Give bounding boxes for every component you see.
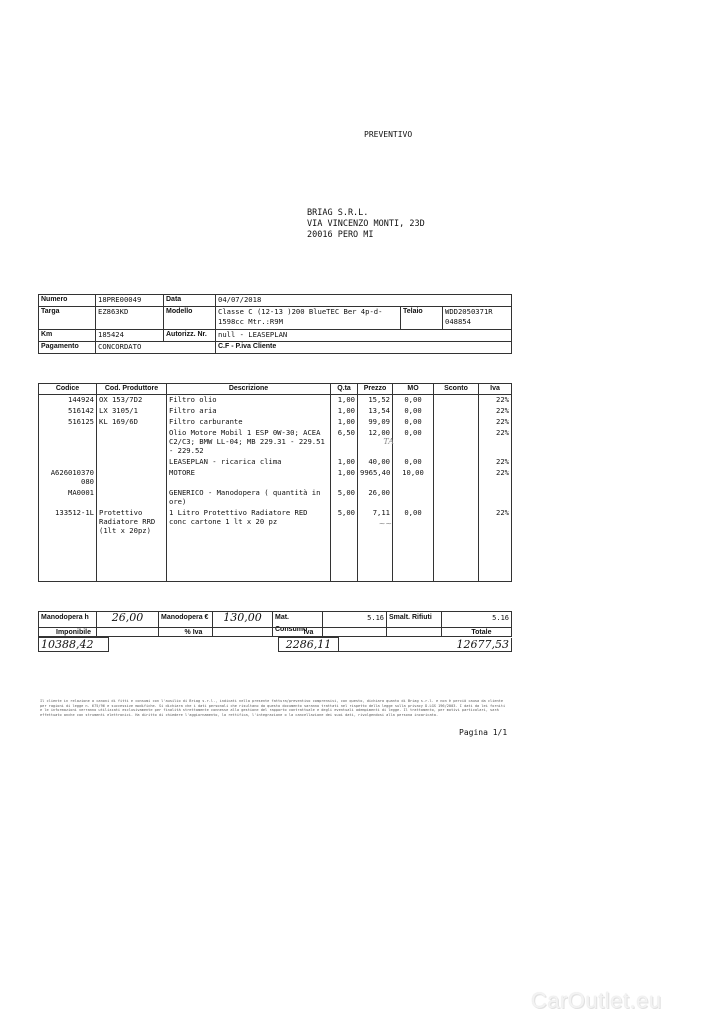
cell-qta: 1,00 <box>331 395 358 407</box>
pagamento-value: CONCORDATO <box>96 342 216 354</box>
cell-codice <box>39 457 97 468</box>
cell-cod-produttore: Protettivo Radiatore RRD (1lt x 20pz) <box>97 508 167 537</box>
cell-codice: 144924 <box>39 395 97 407</box>
cell-mo: 0,00 <box>393 406 434 417</box>
cell-mo: 0,00 <box>393 417 434 428</box>
document-title: PREVENTIVO <box>364 130 413 139</box>
company-address <box>307 208 425 241</box>
col-header-descrizione: Descrizione <box>167 384 331 395</box>
iva-label: Iva <box>279 628 339 638</box>
targa-label: Targa <box>39 307 96 330</box>
table-row <box>39 406 512 417</box>
targa-value: EZ863KD <box>96 307 164 330</box>
cell-qta: 6,50 <box>331 428 358 457</box>
imponibile-label: Imponibile <box>39 628 109 638</box>
cell-qta: 1,00 <box>331 417 358 428</box>
cell-cod-produttore <box>97 457 167 468</box>
mat-consumo-label: Mat. Consumo <box>273 612 323 637</box>
items-header-row <box>39 384 512 395</box>
table-row <box>39 417 512 428</box>
cell-sconto <box>434 428 479 457</box>
col-header-iva: Iva <box>479 384 512 395</box>
telaio-value: WDD2050371R 048854 <box>443 307 512 330</box>
cell-iva: 22% <box>479 428 512 457</box>
cell-sconto <box>434 406 479 417</box>
data-value: 04/07/2018 <box>216 295 512 307</box>
cell-prezzo: 13,54 <box>358 406 393 417</box>
table-row <box>39 457 512 468</box>
autorizz-value: null - LEASEPLAN <box>216 330 512 342</box>
km-label: Km <box>39 330 96 342</box>
smalt-rifiuti-value: 5.16 <box>442 612 512 637</box>
col-header-prezzo: Prezzo <box>358 384 393 395</box>
cell-iva: 22% <box>479 417 512 428</box>
cell-cod-produttore: LX 3105/1 <box>97 406 167 417</box>
cell-prezzo: 40,00 <box>358 457 393 468</box>
items-table <box>38 383 512 582</box>
col-header-mo: MO <box>393 384 434 395</box>
modello-label: Modello <box>164 307 216 330</box>
cell-iva: 22% <box>479 406 512 417</box>
autorizz-label: Autorizz. Nr. <box>164 330 216 342</box>
cell-descrizione: Olio Motore Mobil 1 ESP 0W-30; ACEA C2/C3; BMW LL-04; MB 229.31 - 229.51 - 229.52 <box>167 428 331 457</box>
cell-descrizione: GENERICO - Manodopera ( quantità in ore) <box>167 488 331 508</box>
cell-cod-produttore <box>97 468 167 488</box>
totale-label: Totale <box>339 628 512 638</box>
cell-iva: 22% <box>479 468 512 488</box>
cell-cod-produttore <box>97 488 167 508</box>
cell-qta: 5,00 <box>331 488 358 508</box>
prezzo-value: 12,00 <box>368 428 390 437</box>
cell-qta: 1,00 <box>331 457 358 468</box>
imponibile-value: 10388,42 <box>39 638 109 652</box>
prezzo-value: 7,11 <box>372 508 390 517</box>
cf-label: C.F - P.iva Cliente <box>216 342 512 354</box>
cell-sconto <box>434 457 479 468</box>
km-value: 185424 <box>96 330 164 342</box>
cell-mo: 0,00 <box>393 395 434 407</box>
table-filler-row <box>39 537 512 582</box>
cell-qta: 5,00 <box>331 508 358 537</box>
handwritten-initials: TA <box>383 437 394 446</box>
cell-descrizione: MOTORE <box>167 468 331 488</box>
page-number: Pagina 1/1 <box>459 728 508 737</box>
iva-value: 2286,11 <box>279 638 339 652</box>
cell-prezzo: 99,09 <box>358 417 393 428</box>
col-header-qta: Q.ta <box>331 384 358 395</box>
telaio-label: Telaio <box>401 307 443 330</box>
cell-mo <box>393 488 434 508</box>
modello-value: Classe C (12-13 )200 BlueTEC Ber 4p-d-1598cc Mtr.:R9M <box>216 307 401 330</box>
manodopera-h-label: Manodopera h <box>39 612 97 637</box>
cell-iva: 22% <box>479 395 512 407</box>
cell-mo: 0,00 <box>393 508 434 537</box>
col-header-cod-produttore: Cod. Produttore <box>97 384 167 395</box>
cell-mo: 10,00 <box>393 468 434 488</box>
cell-codice: 133512-1L <box>39 508 97 537</box>
numero-label: Numero <box>39 295 96 307</box>
cell-cod-produttore: KL 169/6D <box>97 417 167 428</box>
watermark-logo: CarOutlet.eu <box>531 988 662 1013</box>
cell-cod-produttore <box>97 428 167 457</box>
handwritten-initials: ~~ <box>378 519 392 528</box>
cell-cod-produttore: OX 153/7D2 <box>97 395 167 407</box>
cell-codice <box>39 428 97 457</box>
cell-sconto <box>434 468 479 488</box>
cell-mo: 0,00 <box>393 428 434 457</box>
manodopera-e-value: 130,00 <box>213 612 273 637</box>
cell-descrizione: Filtro olio <box>167 395 331 407</box>
data-label: Data <box>164 295 216 307</box>
manodopera-e-label: Manodopera € <box>159 612 213 637</box>
col-header-sconto: Sconto <box>434 384 479 395</box>
cell-codice: 516125 <box>39 417 97 428</box>
cell-descrizione: Filtro aria <box>167 406 331 417</box>
vehicle-info-table <box>38 294 512 354</box>
cell-sconto <box>434 417 479 428</box>
table-row <box>39 508 512 537</box>
cell-prezzo: 15,52 <box>358 395 393 407</box>
numero-value: 18PRE00049 <box>96 295 164 307</box>
manodopera-h-value: 26,00 <box>97 612 159 637</box>
mat-consumo-value: 5.16 <box>323 612 387 637</box>
table-row <box>39 428 512 457</box>
cell-codice: MA0001 <box>39 488 97 508</box>
table-row <box>39 468 512 488</box>
cell-qta: 1,00 <box>331 468 358 488</box>
company-city: 20016 PERO MI <box>307 230 374 240</box>
cell-prezzo <box>358 508 393 537</box>
smalt-rifiuti-label: Smalt. Rifiuti <box>387 612 442 637</box>
company-name: BRIAG S.R.L. <box>307 208 369 218</box>
cell-prezzo <box>358 428 393 457</box>
cell-sconto <box>434 395 479 407</box>
cell-mo: 0,00 <box>393 457 434 468</box>
iva-pct-label: % Iva <box>109 628 279 638</box>
cell-iva: 22% <box>479 508 512 537</box>
company-street: VIA VINCENZO MONTI, 23D <box>307 219 425 229</box>
totale-value: 12677,53 <box>339 638 512 652</box>
cell-prezzo: 9965,40 <box>358 468 393 488</box>
cell-iva: 22% <box>479 457 512 468</box>
cell-descrizione: Filtro carburante <box>167 417 331 428</box>
table-row <box>39 395 512 407</box>
table-row <box>39 488 512 508</box>
cell-prezzo: 26,00 <box>358 488 393 508</box>
totals-table <box>38 627 512 652</box>
cell-sconto <box>434 508 479 537</box>
cell-codice: 516142 <box>39 406 97 417</box>
cell-descrizione: 1 Litro Protettivo Radiatore RED conc cartone 1 lt x 20 pz <box>167 508 331 537</box>
pagamento-label: Pagamento <box>39 342 96 354</box>
cell-sconto <box>434 488 479 508</box>
cell-descrizione: LEASEPLAN - ricarica clima <box>167 457 331 468</box>
col-header-codice: Codice <box>39 384 97 395</box>
legal-notice: Il cliente in relazione a canoni di fitti e consumi con l'ausilio di Briag s.r.l., indicati nella presente fattura/preventivo comprensivi, con questo, dichiara quanto di Briag s.r.l. e non è perciò causa da cliente per ragioni di legge n. 675/96 e successive modifiche. Si dichiara che i dati personali che risultano da questo documento saranno trattati nel rispetto della legge sulla privacy D.LGS 196/2003. I dati da lei forniti e le informazioni verranno utilizzati esclusivamente per finalità strettamente connesse alla gestione del rapporto contrattuale e degli eventuali adempimenti di legge. Il trattamento, per motivi particolari, sarà effettuato anche con strumenti elettronici. Ha diritto di chiedere l'aggiornamento, la rettifica, l'integrazione o la cancellazione dei suoi dati, rivolgendosi alla persona incaricata. <box>40 699 506 717</box>
cell-qta: 1,00 <box>331 406 358 417</box>
cell-codice: A626010370 080 <box>39 468 97 488</box>
cell-iva <box>479 488 512 508</box>
